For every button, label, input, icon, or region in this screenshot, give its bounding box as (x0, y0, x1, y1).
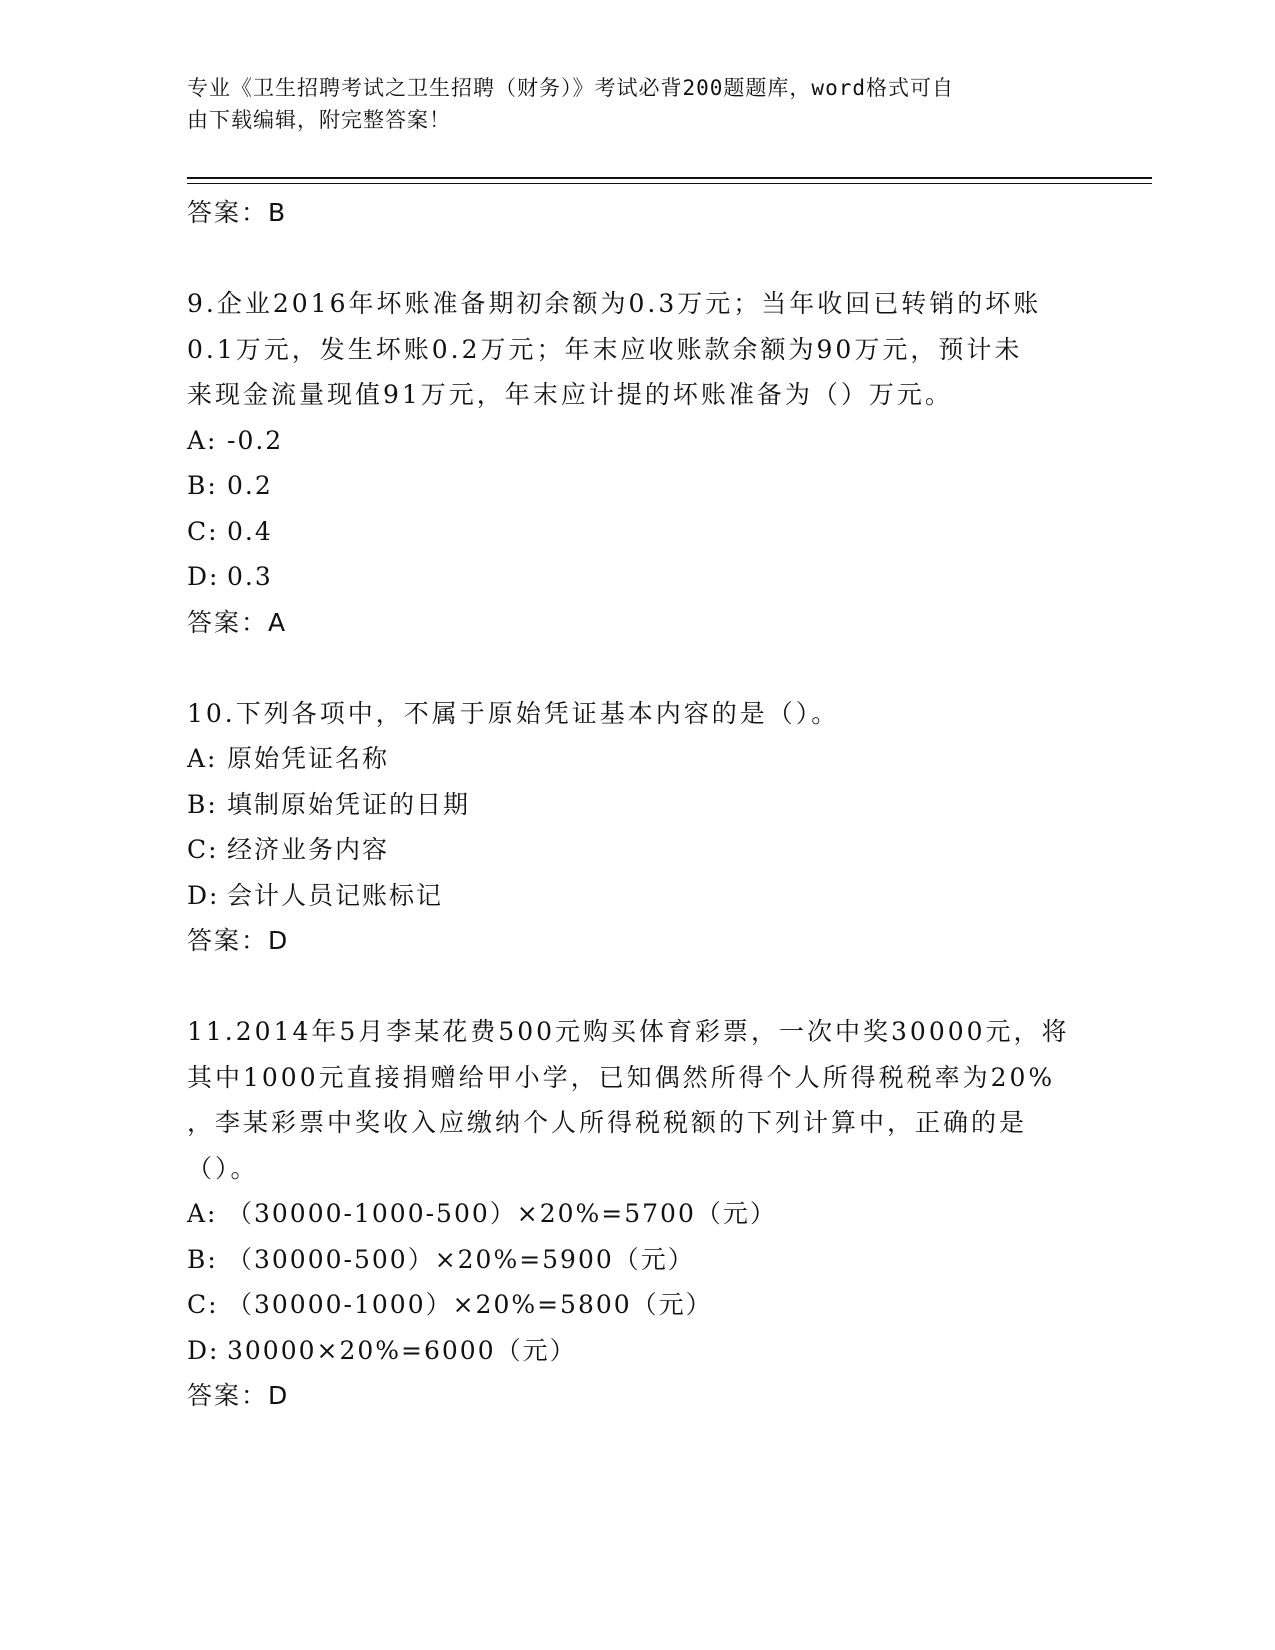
spacer (187, 963, 1087, 1009)
answer-line (187, 600, 1087, 645)
option-text: 0.4 (227, 516, 273, 546)
question-block-11 (187, 1009, 1087, 1418)
option-key: A: (187, 744, 218, 773)
option-key: D: (187, 1335, 220, 1365)
question-text-line: （）。 (187, 1153, 259, 1183)
option-c (187, 1282, 1087, 1328)
option-text: -0.2 (227, 425, 284, 455)
answer-label: 答案： (187, 926, 269, 955)
question-text-line: 其中1000元直接捐赠给甲小学，已知偶然所得个人所得税税率为20% (187, 1062, 1056, 1092)
header-divider-thin (187, 183, 1152, 184)
spacer (187, 235, 1087, 281)
option-b (187, 1237, 1087, 1283)
answer-label: 答案： (187, 198, 269, 227)
answer-value: B (268, 198, 287, 227)
answer-label: 答案： (187, 607, 269, 637)
answer-value: A (268, 607, 287, 637)
option-a (187, 1191, 1087, 1237)
option-text: （30000-1000）×20%=5800（元） (227, 1290, 713, 1319)
previous-answer (187, 190, 1087, 235)
option-text: （30000-500）×20%=5900（元） (227, 1244, 695, 1274)
option-key: D: (187, 880, 220, 910)
question-text-line: 来现金流量现值91万元，年末应计提的坏账准备为（）万元。 (187, 380, 953, 409)
option-d (187, 873, 1087, 919)
option-key: D: (187, 562, 220, 591)
option-text: 30000×20%=6000（元） (227, 1335, 577, 1365)
option-key: C: (187, 1290, 219, 1319)
option-a (187, 736, 1087, 782)
header-line-1: 专业《卫生招聘考试之卫生招聘（财务）》考试必背200题题库，word格式可自 (187, 76, 954, 100)
question-text-line: 11.2014年5月李某花费500元购买体育彩票，一次中奖30000元，将 (187, 1017, 1070, 1046)
option-a (187, 418, 1087, 464)
question-block-9 (187, 281, 1087, 645)
option-key: B: (187, 471, 218, 500)
option-text: 会计人员记账标记 (227, 880, 444, 910)
question-text-line: 10.下列各项中，不属于原始凭证基本内容的是（）。 (187, 698, 840, 728)
answer-line (187, 918, 1087, 963)
option-text: （30000-1000-500）×20%=5700（元） (227, 1199, 777, 1228)
answer-label: 答案： (187, 1381, 269, 1410)
question-content (187, 190, 1087, 1418)
header-divider-thick (187, 177, 1152, 179)
option-key: A: (187, 425, 218, 455)
question-text-line: 0.1万元，发生坏账0.2万元；年末应收账款余额为90万元，预计未 (187, 334, 1023, 364)
question-text-line: 9.企业2016年坏账准备期初余额为0.3万元；当年收回已转销的坏账 (187, 289, 1042, 318)
option-key: B: (187, 1244, 218, 1274)
answer-value: D (268, 1381, 289, 1410)
option-key: C: (187, 516, 219, 546)
option-d (187, 554, 1087, 600)
option-text: 经济业务内容 (227, 835, 390, 864)
option-c (187, 827, 1087, 873)
option-d (187, 1328, 1087, 1374)
option-c (187, 509, 1087, 555)
option-key: B: (187, 789, 218, 819)
option-key: C: (187, 835, 219, 864)
option-key: A: (187, 1199, 218, 1228)
option-text: 0.3 (227, 562, 273, 591)
option-text: 填制原始凭证的日期 (227, 789, 471, 819)
option-b (187, 782, 1087, 828)
spacer (187, 645, 1087, 691)
document-header (187, 72, 1067, 136)
header-line-2: 由下载编辑，附完整答案！ (187, 108, 451, 132)
question-block-10 (187, 691, 1087, 964)
option-text: 原始凭证名称 (227, 744, 390, 773)
answer-line (187, 1373, 1087, 1418)
question-text-line: ，李某彩票中奖收入应缴纳个人所得税税额的下列计算中，正确的是 (187, 1108, 1028, 1137)
answer-value: D (268, 926, 289, 955)
option-text: 0.2 (227, 471, 273, 500)
option-b (187, 463, 1087, 509)
